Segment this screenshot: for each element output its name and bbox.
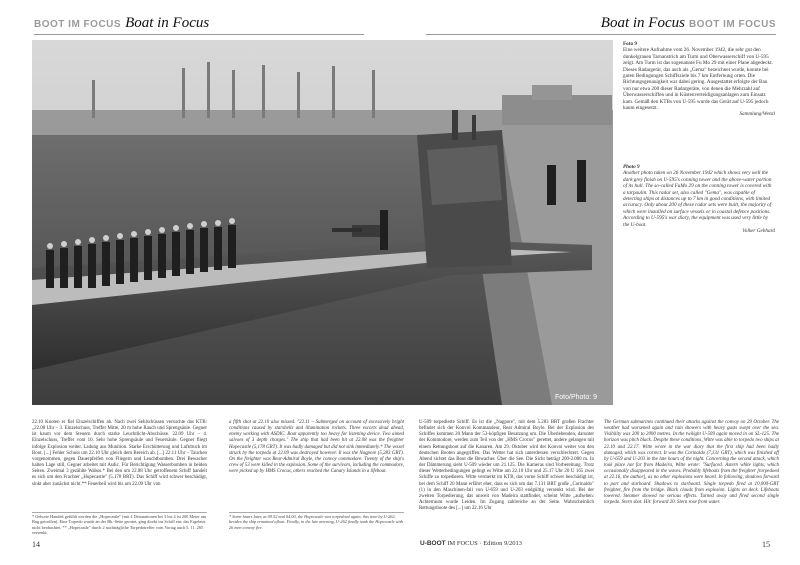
body-column-1	[32, 420, 207, 488]
footer-text: IM FOCUS · Edition 9/2013	[447, 540, 523, 547]
body-column-3-text: U-509 torpedierte Schiff. Es ist die „Nagpore", mit dem 5.283 BRT großen Frachter befindet sich der Konvoi Kommandeur, Rear Admiral Boyle. Bei der Explosion des Schiffes kommen 20 Mann der 53-köpfigen Besatzung um. Die Überlebenden, darunter der Kommodore, werden zum Teil von der „HMS Crocus" gerettet, andere gelangen mit einem Rettungsboot auf die Kanaren. Am 29. Oktober wird der Konvoi weiter von den deutschen Booten angegriffen. Das Wetter hat sich unterdessen verschlechtert. Gegen Abend sichtet das Boot die Bewacher. Über die See. Die Sicht beträgt 200-2.000 m. In der Dämmerung sieht U-509 wieder um 21.125. Die Kameras sind Vorbereitung. Trotz dieser Wetterbedingungen gelingt es Witte am 22.10 Uhr und 25.17 Uhr 20 U 165 zwei Schiffe zu torpedieren. Witte vermerkt im KTB, das vorne Schiff schwer beschädigt ist, bei dem Schiff 20 Mann erfährt eher, dass es sich um das 7.131 BRT große „Corinaldo" (1) in den Maschinen-fall von U-659 und U-203 endgültig versenkt wird. Bei der zweiten Torpedierung, das unweit von Madeira stattfindet, scheint Witte „aufsehen: Achterraum wurde Leiden. Im Zugang zahlreiche an der Seite. Wahrscheinlich Rettungsboote des [...] um 22.16 Uhr	[419, 420, 594, 512]
page-number-right: 15	[762, 540, 770, 549]
english-caption-title: Photo 9	[623, 164, 640, 170]
german-caption-text: Eine weitere Aufnahme vom 26. November 1942, die sehr gut den dunkelgrauen Tarnanstrich am Turm und Oberwasserschiff von U-595 zeigt. Am Turm ist das sogenannte Fu Mo 29 mit einer Plane abgedeckt. Dieses Radargerät, das auch als „Gema" bezeichnet wurde, konnte bei guten Bedingungen Schiffsziele bis 7 km Entfernung orten. Die Richtungsgenauigkeit war dabei gering. Ausgestattet erfolgte der Bau von nur etwa 200 dieser Radargeräte, von denen die Mehrzahl auf Überwasserschiffen und in Küstenverteidigungsanlagen zum Einsatz kam. Gemäß den KTBs von U-595 wurde das Gerät auf U-595 jedoch kaum eingesetzt.	[623, 47, 773, 112]
footnote-rule	[32, 512, 207, 513]
footer-brand: U-BOOT	[420, 540, 446, 547]
english-caption-text: Another photo taken on 26 November 1942 which shows very well the dark grey finish on U-595's conning tower and the above-water portion of its hull. The so-called FuMo 29 on the conning tower is covered with a tarpaulin. This radar set, also called "Gema", was capable of detecting ships at distances up to 7 km in good conditions, with limited accuracy. Only about 200 of these radar sets were built, the majority of which were installed on surface vessels or in coastal defence positions. According to U-595's war diary, the equipment was used very little by the U-boat.	[623, 170, 772, 228]
page-number-left: 14	[32, 540, 40, 549]
magazine-footer	[420, 540, 522, 547]
body-column-4-text: The German submarines continued their attacks against the convoy on 29 October. The weather had worsened again and rain showers with heavy gusts swept over the sea. Visibility was 200 to 2000 metres. In the twilight U-509 again moved in on SL-125. The horizon was pitch black. Despite these conditions, Witte was able to torpedo two ships at 22.10 and 22.17. Witte wrote in the war diary that the first ship had been badly damaged, which was correct. It was the Corinaldo (7,131 GRT), which was finished off by U-659 and U-203 in the late hours of the night. Concerning the second attack, which took place not far from Madeira, Witte wrote: "Surfaced. Astern white lights, which occasionally disappeared in the waves. Probably lifeboats from the freighter [torpedoed at 22.16, the author], as no other explosions were heard. In following, shadows forward to port and starboard. Shadows to starboard. Single torpedo fired at 10,000-GRT freighter, fire from the bridge. Black clouds from explosion. Lights on deck. Lifeboats lowered. Steamer showed no serious effects. Turned away and fired second single torpedo. Stern shot. Hit: forward 20. Stern rose from water.	[604, 420, 779, 506]
footnote-2: * Some hours later, at 09.52 and 04.00, the Hopecastle was torpedoed again, this time by U-262, besides the ship remained afloat. Finally, in the late morning, U-262 finally sank the Hopecastle with 26 men convoy fire.	[229, 514, 404, 530]
english-caption-credit: Volker Gebhard	[742, 228, 775, 235]
german-caption-title: Foto 9	[623, 41, 637, 47]
right-header-title: Boat in Focus	[600, 15, 685, 31]
body-column-1-text: 22.10 Knoten er fiel Einzelschiffen ab. Nach zwei Sehlschüssen versuchte das KTB: „22.08 Uhr – 3. Einzelschuss, Treffer Mitte, 20 m hohe Rauch und Sprengsäule. Gegner ist kaum vor dem Steuern durch starke Leuchtlicht-Abschüsse. 22.09 Uhr – 4. Einzelschuss, Treffer vom 10. Sehr hohe Sprengsäule und Feuersäule. Gegner fliegt infolge Explosion weiter. Ladung aus Munition. Starke Erschütterung und Luftdruck im Boot. [...] Fehler Schuss um 22.10 Uhr gleich dem Bereich ab. [...] 22.11 Uhr – Tauchen vorgenommen, gegen Dauerpfeifen von Fliegern und Leuchtbomben. Drei Bewacher halten Lage still, Gegner arbeitet mit Asdic. Für Berichtigung Wasserbomben in beiden Seiten. Zweimal 3 gezählte Wabos.* Bei den um 22.08 Uhr getroffenem Schiff handelt es sich um den Frachter „Hopecastle" (5.178 BRT). Das Schiff wird schwer beschädigt, sinkt aber zunächst nicht.** Feuerbeil wird bis um 22.09 Uhr von	[32, 420, 207, 487]
body-column-4	[604, 420, 779, 506]
german-caption-credit: Sammlung/Wenzl	[739, 111, 775, 118]
footnote-1: * Gehorte Handelt gefühlt worden die „Hopecastle" (mit 4 Detonationen bei 3 bis 4 ist 200 Meter am Bug getroffen). Eine Torpedo wurde an der Bb.-Seite geortet, ging direkt ins Schiff ein; das Ergebnis nicht beobachtet. ** „Hopecastle" durch 2 nachträgliche Torpedotreffer vom Vortag auch 5. 11. 265 versenkt.	[32, 514, 206, 535]
footnote-rule	[229, 512, 404, 513]
uboat-photo	[32, 40, 613, 405]
left-header-title: Boat in Focus	[125, 15, 210, 31]
right-page-header	[426, 12, 776, 35]
right-header-kicker: BOOT IM FOCUS	[688, 19, 776, 30]
body-column-2-text: a fifth shot at 22.10 also missed. "22.11 – Submerged on account of excessively bright conditions caused by starshells and illumination rockets. Three escorts dead ahead, enemy working with ASDIC. Boat apparently too heavy for listening device. Two aimed salvoes of 3 depth charges." The ship that had been hit at 22.08 was the freighter Hopecastle (5,178 GRT). It was badly damaged but did not sink immediately.* The vessel struck by the torpedo at 22.09 was destroyed however. It was the Nagpore (5,283 GRT). On the freighter was Rear-Admiral Boyle, the convoy commodore. Twenty of the ship's crew of 53 were killed in the explosion. Some of the survivors, including the commodore, were picked up by HMS Crocus, others reached the Canary Islands in a lifeboat.	[229, 420, 404, 475]
photo-credit: Foto/Photo: 9	[555, 394, 598, 401]
body-column-3	[419, 420, 594, 512]
left-header-kicker: BOOT IM FOCUS	[34, 19, 122, 30]
left-page-header	[34, 12, 364, 35]
body-column-2	[229, 420, 404, 475]
uboat-photo-illustration	[32, 40, 613, 405]
german-caption	[623, 41, 775, 118]
english-caption	[623, 164, 775, 234]
